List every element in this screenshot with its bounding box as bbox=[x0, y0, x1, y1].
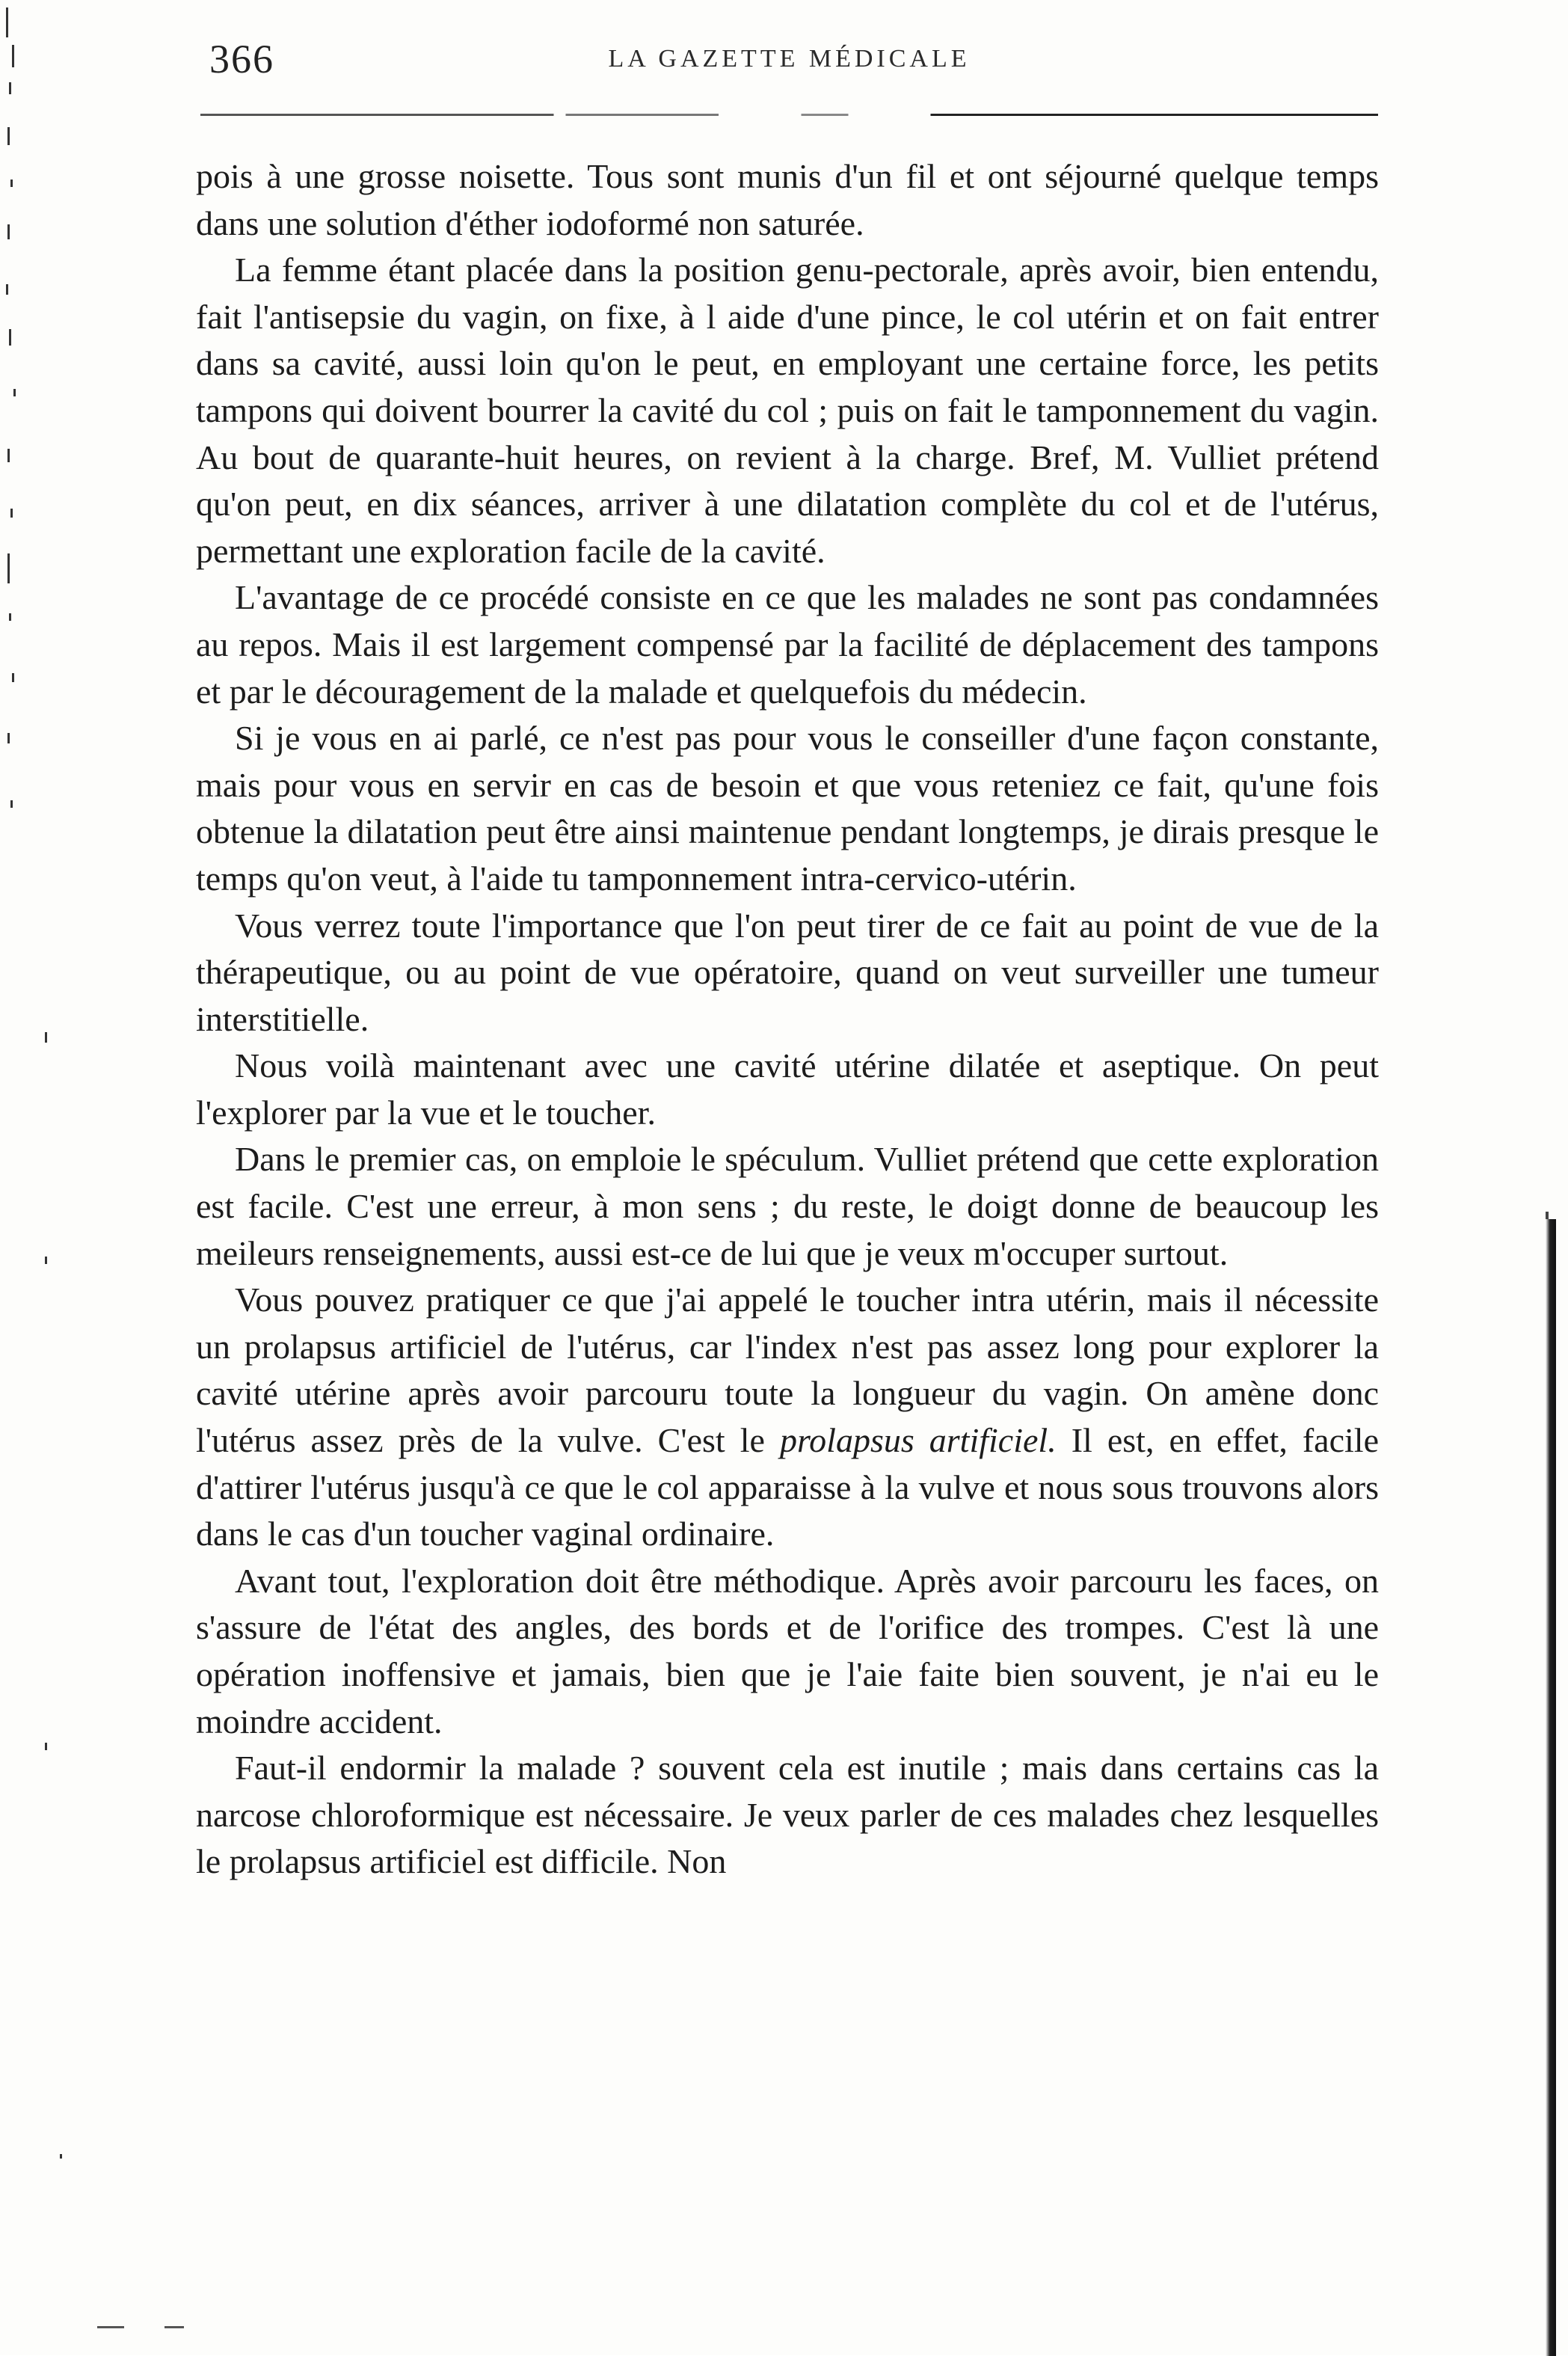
scan-right-edge-shadow bbox=[1546, 1219, 1556, 2356]
paragraph bbox=[196, 715, 1379, 902]
paragraph-text: Nous voilà maintenant avec une cavité utérine dilatée et aseptique. On peut l'explorer par la vue et le toucher. bbox=[196, 1046, 1379, 1132]
paragraph-text: L'avantage de ce procédé consiste en ce que les malades ne sont pas condamnées au repos. Mais il est largement compensé par la facilité de déplacement des tampons et par le découragement de la malade et quelquefois du médecin. bbox=[196, 578, 1379, 711]
paragraph bbox=[196, 574, 1379, 715]
running-title: LA GAZETTE MÉDICALE bbox=[608, 45, 971, 73]
paragraph bbox=[196, 903, 1379, 1043]
body-text bbox=[196, 153, 1379, 1886]
header-rule bbox=[200, 114, 1378, 116]
paragraph bbox=[196, 1043, 1379, 1136]
paragraph-text: Vous pouvez pratiquer ce que j'ai appelé le toucher intra utérin, mais il nécessite un prolapsus artificiel de l'utérus, car l'index n'est pas assez long pour explorer la cavité utérine après avoir parcouru toute la longueur du vagin. On amène donc l'utérus assez près de la vulve. C'est le bbox=[196, 1280, 1379, 1460]
italic-term: prolapsus artificiel. bbox=[779, 1421, 1057, 1460]
paragraph-text: pois à une grosse noisette. Tous sont munis d'un fil et ont séjourné quelque temps dans une solution d'éther iodoformé non saturée. bbox=[196, 157, 1379, 242]
paragraph-text: Dans le premier cas, on emploie le spéculum. Vulliet prétend que cette exploration est facile. C'est une erreur, à mon sens ; du reste, le doigt donne de beaucoup les meileurs renseignements, aussi est-ce de lui que je veux m'occuper surtout. bbox=[196, 1140, 1379, 1272]
paragraph bbox=[196, 247, 1379, 574]
paragraph-text: La femme étant placée dans la position genu-pectorale, après avoir, bien entendu, fait l'antisepsie du vagin, on fixe, à l aide d'une pince, le col utérin et on fait entrer dans sa cavité, aussi loin qu'on le peut, en employant une certaine force, les petits tampons qui doivent bourrer la cavité du col ; puis on fait le tamponnement du vagin. Au bout de quarante-huit heures, on revient à la charge. Bref, M. Vulliet prétend qu'on peut, en dix séances, arriver à une dilatation complète du col et de l'utérus, permettant une exploration facile de la cavité. bbox=[196, 251, 1379, 570]
scan-edge-marks bbox=[0, 0, 67, 2355]
paragraph-text: Faut-il endormir la malade ? souvent cela est inutile ; mais dans certains cas la narcose chloroformique est nécessaire. Je veux parler de ces malades chez lesquelles le prolapsus artificiel est difficile. Non bbox=[196, 1749, 1379, 1881]
page-header bbox=[200, 28, 1378, 88]
footer-marks bbox=[97, 2326, 187, 2329]
paragraph-text: Si je vous en ai parlé, ce n'est pas pour vous le conseiller d'une façon constante, mais pour vous en servir en cas de besoin et que vous reteniez ce fait, qu'une fois obtenue la dilatation peut être ainsi maintenue pendant longtemps, je dirais presque le temps qu'on veut, à l'aide tu tamponnement intra-cervico-utérin. bbox=[196, 719, 1379, 898]
paragraph-text: Avant tout, l'exploration doit être méthodique. Après avoir parcouru les faces, on s'assure de l'état des angles, des bords et de l'orifice des trompes. C'est là une opération inoffensive et jamais, bien que je l'aie faite bien souvent, je n'ai eu le moindre accident. bbox=[196, 1561, 1379, 1740]
paragraph bbox=[196, 1277, 1379, 1558]
paragraph-text: Il est, en effet, facile d'attirer l'utérus jusqu'à ce que le col apparaisse à la vulve et nous sous trouvons alors dans le cas d'un toucher vaginal ordinaire. bbox=[196, 1421, 1379, 1553]
page-number: 366 bbox=[209, 37, 274, 82]
paragraph bbox=[196, 153, 1379, 247]
paragraph bbox=[196, 1136, 1379, 1277]
paragraph bbox=[196, 1558, 1379, 1745]
paragraph bbox=[196, 1745, 1379, 1886]
paragraph-text: Vous verrez toute l'importance que l'on peut tirer de ce fait au point de vue de la thérapeutique, ou au point de vue opératoire, quand on veut surveiller une tumeur interstitielle. bbox=[196, 906, 1379, 1038]
